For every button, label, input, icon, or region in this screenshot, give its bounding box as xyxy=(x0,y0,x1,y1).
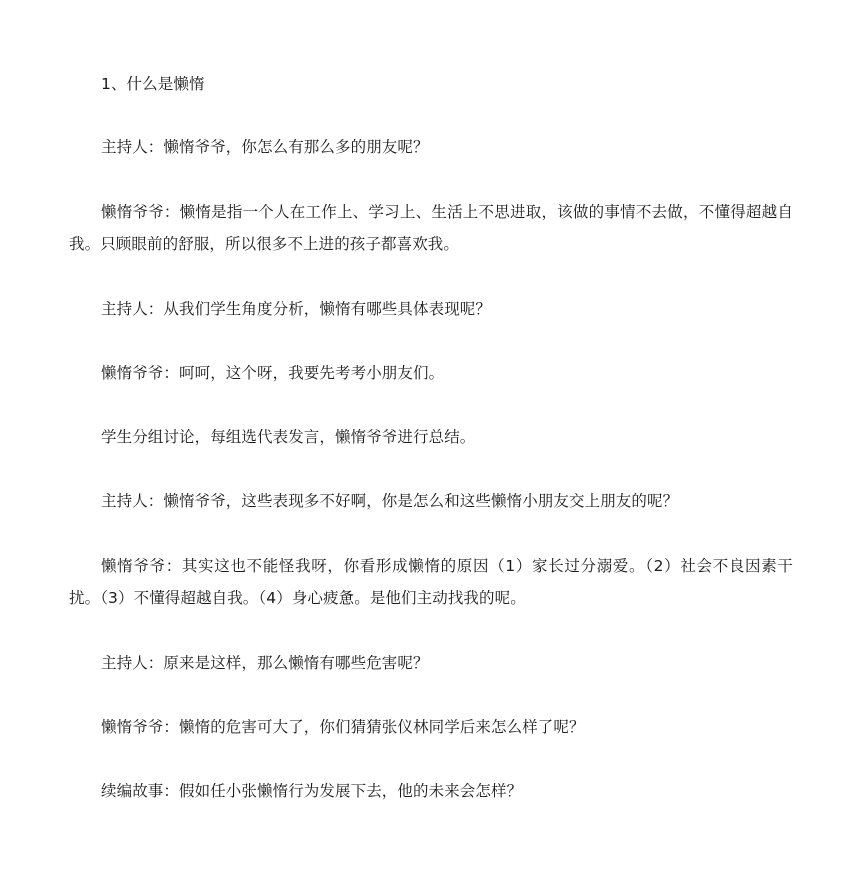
dialogue-paragraph-4: 懒惰爷爷：呵呵，这个呀，我要先考考小朋友们。 xyxy=(101,364,445,382)
section-heading: 1、什么是懒惰 xyxy=(101,75,205,93)
dialogue-paragraph-1: 主持人：懒惰爷爷，你怎么有那么多的朋友呢？ xyxy=(101,138,429,156)
activity-paragraph: 学生分组讨论，每组选代表发言，懒惰爷爷进行总结。 xyxy=(101,428,476,446)
dialogue-paragraph-7: 主持人：原来是这样，那么懒惰有哪些危害呢？ xyxy=(101,654,429,672)
dialogue-paragraph-6: 懒惰爷爷：其实这也不能怪我呀，你看形成懒惰的原因（1）家长过分溺爱。（2）社会不良因素干扰。（3）不懂得超越自我。（4）身心疲惫。是他们主动找我的呢。 xyxy=(69,557,793,607)
story-prompt-paragraph: 续编故事：假如任小张懒惰行为发展下去，他的未来会怎样？ xyxy=(101,782,523,800)
dialogue-paragraph-8: 懒惰爷爷：懒惰的危害可大了，你们猜猜张仪林同学后来怎么样了呢？ xyxy=(101,718,585,736)
dialogue-paragraph-2: 懒惰爷爷：懒惰是指一个人在工作上、学习上、生活上不思进取，该做的事情不去做，不懂得超越自我。只顾眼前的舒服，所以很多不上进的孩子都喜欢我。 xyxy=(69,203,793,253)
dialogue-paragraph-3: 主持人：从我们学生角度分析，懒惰有哪些具体表现呢？ xyxy=(101,300,492,318)
dialogue-paragraph-5: 主持人：懒惰爷爷，这些表现多不好啊，你是怎么和这些懒惰小朋友交上朋友的呢？ xyxy=(101,492,679,510)
